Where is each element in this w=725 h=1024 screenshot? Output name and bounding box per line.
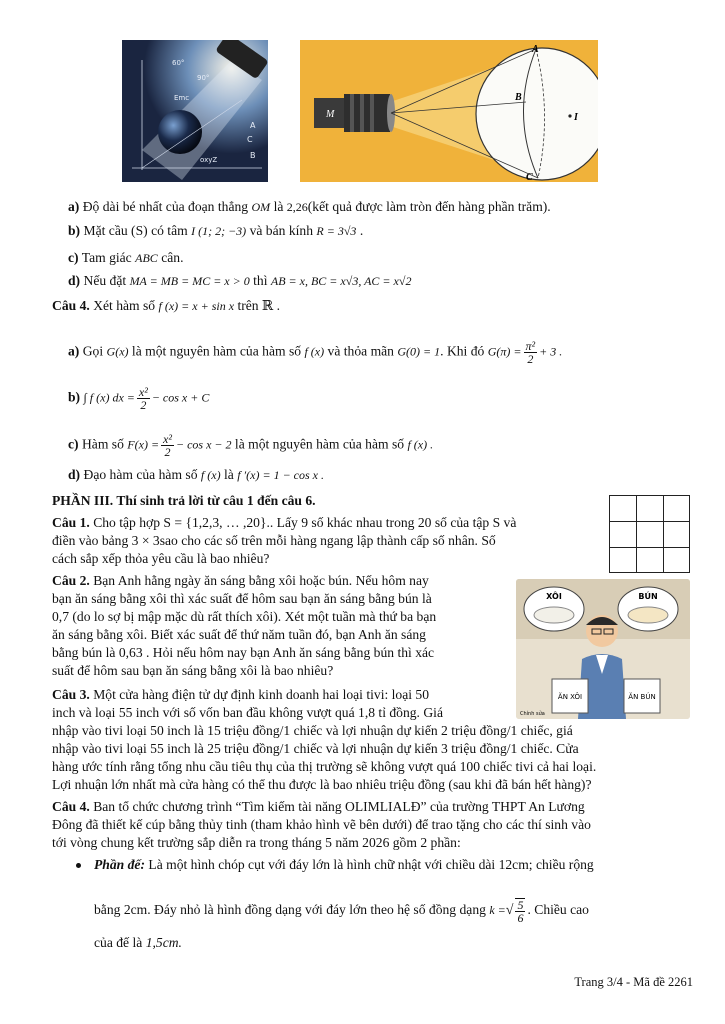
math: f (x)	[200, 468, 221, 482]
part3-title: PHẦN III. Thí sinh trả lời từ câu 1 đến câu 6.	[52, 493, 316, 508]
text: là	[273, 199, 284, 214]
label: c)	[68, 250, 79, 265]
denominator: 2	[164, 445, 171, 459]
label: a)	[68, 343, 80, 359]
text: cân.	[161, 250, 184, 265]
math: f ′(x) = 1 − cos x .	[237, 468, 324, 482]
bullet-point	[76, 863, 81, 868]
text: . Khi đó	[440, 343, 485, 359]
page-footer: Trang 3/4 - Mã đề 2261	[574, 975, 693, 989]
math: AB = x, BC = x√3, AC = x√2	[270, 274, 412, 288]
statement-a	[68, 198, 695, 216]
cau2-line6: suất để hôm sau bạn ăn sáng bằng xôi là bao nhiêu?	[52, 663, 334, 678]
numerator: x²	[138, 385, 148, 399]
sign-xoi: ĂN XÔI	[557, 693, 583, 701]
sphere-diagram	[300, 40, 598, 182]
figure-sphere-diagram	[300, 40, 598, 182]
math: f (x)	[304, 344, 325, 359]
flashlight-illustration	[122, 40, 268, 182]
xoi-label: XÔI	[546, 592, 562, 601]
cau3-line2: inch và loại 55 inch với số vốn ban đầu không vượt quá 1,8 tỉ đồng. Giá	[52, 705, 443, 720]
value: 1,5cm.	[145, 935, 182, 950]
figure-flashlight-photo	[122, 40, 268, 182]
value: 2,26	[286, 200, 308, 214]
text: là	[223, 467, 234, 482]
cau2-line3: 0,7 (do lo sợ bị mập mặc dù rất thích xôi). Xét một tuần mà thứ ba bạn	[52, 609, 437, 624]
cau2-line1	[52, 572, 515, 590]
cau4b-line1	[52, 798, 695, 816]
statement-c	[68, 249, 695, 267]
bun-label: BÚN	[638, 592, 658, 601]
numerator: π²	[525, 339, 536, 353]
label: c)	[68, 436, 79, 452]
fraction	[137, 386, 150, 411]
numerator: x²	[163, 432, 172, 446]
text: bằng 2cm. Đáy nhỏ là hình đồng dạng với đáy lớn theo hệ số đồng dạng	[94, 902, 486, 918]
cau4-d	[68, 466, 695, 484]
text: Hàm số	[81, 436, 124, 452]
math: G(0) = 1	[397, 344, 441, 359]
fig-label-b: B	[250, 151, 256, 160]
label: b)	[68, 223, 81, 238]
text: Đạo hàm của hàm số	[83, 467, 198, 482]
cau2-line2: bạn ăn sáng bằng xôi thì xác suất để hôm sau bạn ăn sáng bằng bún là	[52, 591, 432, 606]
cau4-c	[68, 433, 695, 458]
edit-tag: Chính sửa	[520, 711, 545, 717]
text: (kết quả được làm tròn đến hàng phần trăm).	[307, 199, 551, 214]
cau3-line5: hàng ước tính rằng tổng nhu cầu tiêu thụ của thị trường sẽ không vượt quá 100 chiếc tivi cả hai loại.	[52, 759, 597, 774]
question-number: Câu 3.	[52, 687, 90, 702]
statement-b: b) Mặt cầu (S) có tâm I (1; 2; −3) và bán kính R = 3√3 .	[68, 223, 364, 238]
text: Độ dài bé nhất của đoạn thẳng	[82, 199, 249, 214]
text: Ban tổ chức chương trình “Tìm kiếm tài năng OLIMLIALĐ” của trường THPT An Lương	[93, 799, 585, 814]
breakfast-scene	[516, 579, 690, 719]
math: ABC	[135, 251, 158, 265]
fig-label-a: A	[250, 121, 256, 130]
math: + 3 .	[539, 344, 563, 359]
fig-label-60: 60°	[172, 59, 185, 67]
fraction	[515, 898, 525, 924]
cau4-heading	[52, 297, 695, 315]
label: d)	[68, 273, 81, 288]
label: d)	[68, 467, 81, 482]
cau1-line1	[52, 514, 605, 532]
fig-label-oxyz: oxyZ	[200, 156, 218, 164]
cau4-b	[68, 386, 695, 411]
question-number: Câu 1.	[52, 515, 90, 530]
text: Nếu đặt	[83, 273, 127, 288]
text: Một cửa hàng điện tử dự định kinh doanh hai loại tivi: loại 50	[93, 687, 430, 702]
cau2-line4: ăn sáng bằng xôi. Biết xác suất để thứ năm tuần đó, bạn Anh ăn sáng	[52, 627, 426, 642]
math: − cos x + C	[151, 390, 210, 405]
math: k =	[489, 903, 506, 918]
math: R = 3√3	[316, 224, 357, 238]
text: của đế là	[94, 935, 143, 950]
cau3-line4: nhập vào tivi loại 55 inch là 25 triệu đồng/1 chiếc và lợi nhuận dự kiến 3 triệu đồng/1 chiếc. Cửa	[52, 741, 579, 756]
cau3-line6: Lợi nhuận lớn nhất mà cửa hàng có thể thu được là bao nhiêu triệu đồng (sau khi đã bán hết hàng)?	[52, 777, 592, 792]
text: Bạn Anh hằng ngày ăn sáng bằng xôi hoặc bún. Nếu hôm nay	[93, 573, 429, 588]
cau4b-base-line2	[94, 898, 695, 924]
text: Là một hình chóp cụt với đáy lớn là hình chữ nhật với chiều dài 12cm; chiều rộng	[148, 857, 594, 872]
math: I (1; 2; −3)	[191, 224, 247, 238]
text: là một nguyên hàm của hàm số	[234, 436, 405, 452]
denominator: 6	[517, 911, 524, 925]
text: . Chiều cao	[527, 902, 589, 918]
math: f (x) .	[407, 437, 434, 452]
text: Xét hàm số	[93, 298, 156, 313]
label-a: A	[532, 44, 539, 55]
label-c: C	[526, 172, 533, 182]
cau1-line2: điền vào bảng 3 × 3sao cho các số trên mỗi hàng ngang lập thành cấp số nhân. Số	[52, 533, 496, 548]
fig-label-c: C	[247, 135, 253, 144]
text: thì	[253, 273, 268, 288]
text: và thỏa mãn	[327, 343, 394, 359]
fig-label-90: 90°	[197, 74, 210, 82]
text: Cho tập hợp S = {1,2,3, … ,20}.. Lấy 9 số khác nhau trong 20 số của tập S và	[93, 515, 517, 530]
math: F(x) =	[127, 437, 160, 452]
statement-d	[68, 272, 695, 290]
text: là một nguyên hàm của hàm số	[131, 343, 302, 359]
math: MA = MB = MC = x > 0	[129, 274, 250, 288]
text: Gọi	[82, 343, 104, 359]
denominator: 2	[527, 352, 534, 366]
text: Mặt cầu (S) có tâm	[83, 223, 188, 238]
fraction	[161, 433, 174, 458]
math: G(π) =	[487, 344, 522, 359]
fraction	[524, 340, 538, 365]
label-b: B	[515, 92, 522, 103]
cau4b-base-line3	[94, 934, 695, 952]
math: G(x)	[106, 344, 129, 359]
label-i: I	[574, 112, 578, 123]
question-number: Câu 4.	[52, 799, 90, 814]
cau3-line1	[52, 686, 510, 704]
math: − cos x − 2	[175, 437, 232, 452]
math: OM	[251, 200, 271, 214]
cau4b-line3: tới vòng chung kết trường sắp diễn ra trong tháng 5 năm 2026 gồm 2 phần:	[52, 835, 461, 850]
math: ∫ f (x) dx =	[83, 390, 135, 405]
sqrt-sign: √	[505, 903, 514, 919]
cau1-line3: cách sắp xếp thỏa yêu cầu là bao nhiêu?	[52, 551, 270, 566]
text: và bán kính	[249, 223, 314, 238]
text: trên ℝ .	[237, 298, 281, 313]
part-title: Phần đế:	[94, 857, 145, 872]
fig-label-emc: Emc	[174, 94, 190, 102]
grid-3x3	[609, 495, 690, 573]
sign-bun: ĂN BÚN	[628, 693, 656, 701]
label: a)	[68, 199, 80, 214]
cau4b-base-line1	[94, 856, 695, 874]
label-m: M	[326, 109, 335, 120]
cau4b-line2: Đông đã thiết kế cúp bằng thủy tinh (tham khảo hình vẽ bên dưới) để trao tặng cho các thí sinh vào	[52, 817, 591, 832]
breakfast-illustration	[516, 579, 690, 719]
math: f (x) = x + sin x	[158, 299, 235, 313]
cau4-a	[68, 340, 695, 365]
text: Tam giác	[81, 250, 132, 265]
question-number: Câu 4.	[52, 298, 90, 313]
cau2-line5: bằng bún là 0,63 . Hỏi nếu hôm nay bạn Anh ăn sáng bằng bún thì xác	[52, 645, 435, 660]
denominator: 2	[140, 398, 147, 412]
question-number: Câu 2.	[52, 573, 90, 588]
cau3-line3: nhập vào tivi loại 50 inch là 15 triệu đồng/1 chiếc và lợi nhuận dự kiến 2 triệu đồng/1 chiếc, giá	[52, 723, 573, 738]
label: b)	[68, 389, 81, 405]
numerator: 5	[517, 898, 524, 912]
